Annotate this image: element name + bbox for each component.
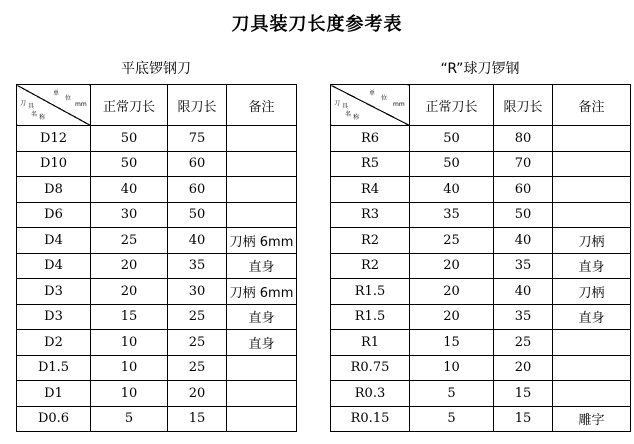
normal-length-header: 正常刀长 (410, 85, 494, 126)
note-cell (553, 355, 631, 381)
tool-name-cell: R1 (331, 330, 410, 356)
tool-name-cell: R3 (331, 202, 410, 228)
normal-length-cell: 5 (91, 406, 168, 432)
limit-length-header: 限刀长 (168, 85, 227, 126)
tool-name-cell: D6 (17, 202, 91, 228)
tool-name-cell: R6 (331, 126, 410, 152)
normal-length-cell: 20 (410, 279, 494, 305)
limit-length-cell: 50 (494, 202, 553, 228)
normal-length-cell: 10 (410, 355, 494, 381)
limit-length-cell: 70 (494, 151, 553, 177)
table-row (331, 279, 631, 305)
limit-length-cell: 35 (494, 304, 553, 330)
limit-length-cell: 40 (494, 228, 553, 254)
tool-name-cell: D0.6 (17, 406, 91, 432)
tool-name-cell: D1 (17, 381, 91, 407)
normal-length-cell: 25 (91, 228, 168, 254)
ball-cutter-table (330, 84, 631, 432)
normal-length-header: 正常刀长 (91, 85, 168, 126)
tool-name-cell: D2 (17, 330, 91, 356)
limit-length-cell: 35 (494, 253, 553, 279)
table-header-row (17, 85, 297, 126)
note-cell: 刀柄 6mm (227, 228, 297, 254)
tool-name-cell: R0.15 (331, 406, 410, 432)
limit-length-cell: 25 (168, 355, 227, 381)
normal-length-cell: 15 (91, 304, 168, 330)
table-row (331, 202, 631, 228)
diagonal-header-cell (331, 85, 410, 126)
table-row (17, 381, 297, 407)
table-row (331, 381, 631, 407)
normal-length-cell: 25 (410, 228, 494, 254)
note-cell (227, 381, 297, 407)
normal-length-cell: 35 (410, 202, 494, 228)
limit-length-cell: 35 (168, 253, 227, 279)
tool-name-cell: D1.5 (17, 355, 91, 381)
diag-unit-char-2: 位 (381, 95, 388, 102)
normal-length-cell: 5 (410, 381, 494, 407)
tool-name-cell: R1.5 (331, 279, 410, 305)
normal-length-cell: 10 (91, 381, 168, 407)
note-cell: 直身 (553, 253, 631, 279)
table-row (17, 279, 297, 305)
diag-unit-char-1: 单 (53, 90, 60, 97)
note-header: 备注 (227, 85, 297, 126)
table-row (17, 202, 297, 228)
table-row (17, 177, 297, 203)
limit-length-cell: 60 (168, 177, 227, 203)
diag-name-char-4: 称 (353, 114, 360, 121)
diag-name-char-4: 称 (39, 114, 46, 121)
table-row (331, 151, 631, 177)
ball-cutter-subtitle: “R”球刀锣钢 (440, 61, 520, 77)
diag-name-char-2: 具 (28, 103, 35, 110)
limit-length-cell: 60 (494, 177, 553, 203)
tool-name-cell: R4 (331, 177, 410, 203)
limit-length-cell: 15 (494, 381, 553, 407)
diag-unit-mm: mm (393, 101, 405, 108)
table-header-row (331, 85, 631, 126)
diag-unit-char-2: 位 (65, 95, 72, 102)
note-cell: 直身 (227, 253, 297, 279)
normal-length-cell: 20 (91, 279, 168, 305)
table-row (331, 330, 631, 356)
note-cell (227, 406, 297, 432)
table-row (331, 406, 631, 432)
note-cell: 直身 (227, 330, 297, 356)
table-row (17, 126, 297, 152)
diag-unit-char-1: 单 (369, 90, 376, 97)
limit-length-cell: 25 (168, 304, 227, 330)
tool-name-cell: D12 (17, 126, 91, 152)
normal-length-cell: 50 (91, 126, 168, 152)
note-cell (227, 355, 297, 381)
limit-length-cell: 60 (168, 151, 227, 177)
tool-name-cell: D3 (17, 279, 91, 305)
normal-length-cell: 5 (410, 406, 494, 432)
normal-length-cell: 20 (410, 304, 494, 330)
limit-length-cell: 25 (168, 330, 227, 356)
table-row (331, 228, 631, 254)
normal-length-cell: 50 (91, 151, 168, 177)
note-cell: 刀柄 (553, 228, 631, 254)
normal-length-cell: 40 (410, 177, 494, 203)
limit-length-cell: 30 (168, 279, 227, 305)
tool-name-cell: R1.5 (331, 304, 410, 330)
note-cell: 雕字 (553, 406, 631, 432)
table-row (17, 151, 297, 177)
table-row (331, 253, 631, 279)
diag-name-char-2: 具 (342, 103, 349, 110)
note-cell (553, 381, 631, 407)
table-row (17, 330, 297, 356)
normal-length-cell: 50 (410, 126, 494, 152)
limit-length-cell: 40 (168, 228, 227, 254)
note-cell (553, 151, 631, 177)
note-cell (553, 330, 631, 356)
note-header: 备注 (553, 85, 631, 126)
table-row (331, 355, 631, 381)
table-row (17, 304, 297, 330)
tool-name-cell: R0.75 (331, 355, 410, 381)
normal-length-cell: 20 (410, 253, 494, 279)
table-row (17, 228, 297, 254)
limit-length-cell: 75 (168, 126, 227, 152)
normal-length-cell: 40 (91, 177, 168, 203)
table-row (17, 253, 297, 279)
limit-length-cell: 20 (168, 381, 227, 407)
limit-length-cell: 15 (168, 406, 227, 432)
tool-name-cell: R0.3 (331, 381, 410, 407)
flat-cutter-subtitle: 平底锣钢刀 (121, 61, 191, 77)
note-cell (553, 177, 631, 203)
note-cell: 直身 (227, 304, 297, 330)
note-cell (227, 202, 297, 228)
diag-name-char-3: 名 (31, 111, 38, 118)
table-row (17, 355, 297, 381)
table-row (331, 304, 631, 330)
tool-name-cell: D8 (17, 177, 91, 203)
diag-name-char-1: 刀 (20, 100, 27, 107)
note-cell: 刀柄 6mm (227, 279, 297, 305)
table-row (17, 406, 297, 432)
tool-name-cell: R5 (331, 151, 410, 177)
diagonal-header-cell (17, 85, 91, 126)
limit-length-cell: 15 (494, 406, 553, 432)
note-cell (553, 202, 631, 228)
note-cell: 刀柄 (553, 279, 631, 305)
limit-length-header: 限刀长 (494, 85, 553, 126)
normal-length-cell: 10 (91, 355, 168, 381)
note-cell (553, 126, 631, 152)
limit-length-cell: 80 (494, 126, 553, 152)
limit-length-cell: 25 (494, 330, 553, 356)
tool-name-cell: D4 (17, 253, 91, 279)
note-cell (227, 151, 297, 177)
tool-name-cell: R2 (331, 228, 410, 254)
diag-unit-mm: mm (75, 101, 87, 108)
limit-length-cell: 50 (168, 202, 227, 228)
page-title: 刀具装刀长度参考表 (231, 14, 403, 35)
diag-name-char-3: 名 (345, 111, 352, 118)
flat-cutter-table (16, 84, 297, 432)
normal-length-cell: 50 (410, 151, 494, 177)
limit-length-cell: 40 (494, 279, 553, 305)
tool-name-cell: R2 (331, 253, 410, 279)
tool-name-cell: D10 (17, 151, 91, 177)
normal-length-cell: 10 (91, 330, 168, 356)
tool-name-cell: D3 (17, 304, 91, 330)
normal-length-cell: 15 (410, 330, 494, 356)
table-row (331, 126, 631, 152)
note-cell (227, 177, 297, 203)
normal-length-cell: 20 (91, 253, 168, 279)
diag-name-char-1: 刀 (334, 100, 341, 107)
limit-length-cell: 20 (494, 355, 553, 381)
note-cell (227, 126, 297, 152)
note-cell: 直身 (553, 304, 631, 330)
table-row (331, 177, 631, 203)
tool-name-cell: D4 (17, 228, 91, 254)
normal-length-cell: 30 (91, 202, 168, 228)
